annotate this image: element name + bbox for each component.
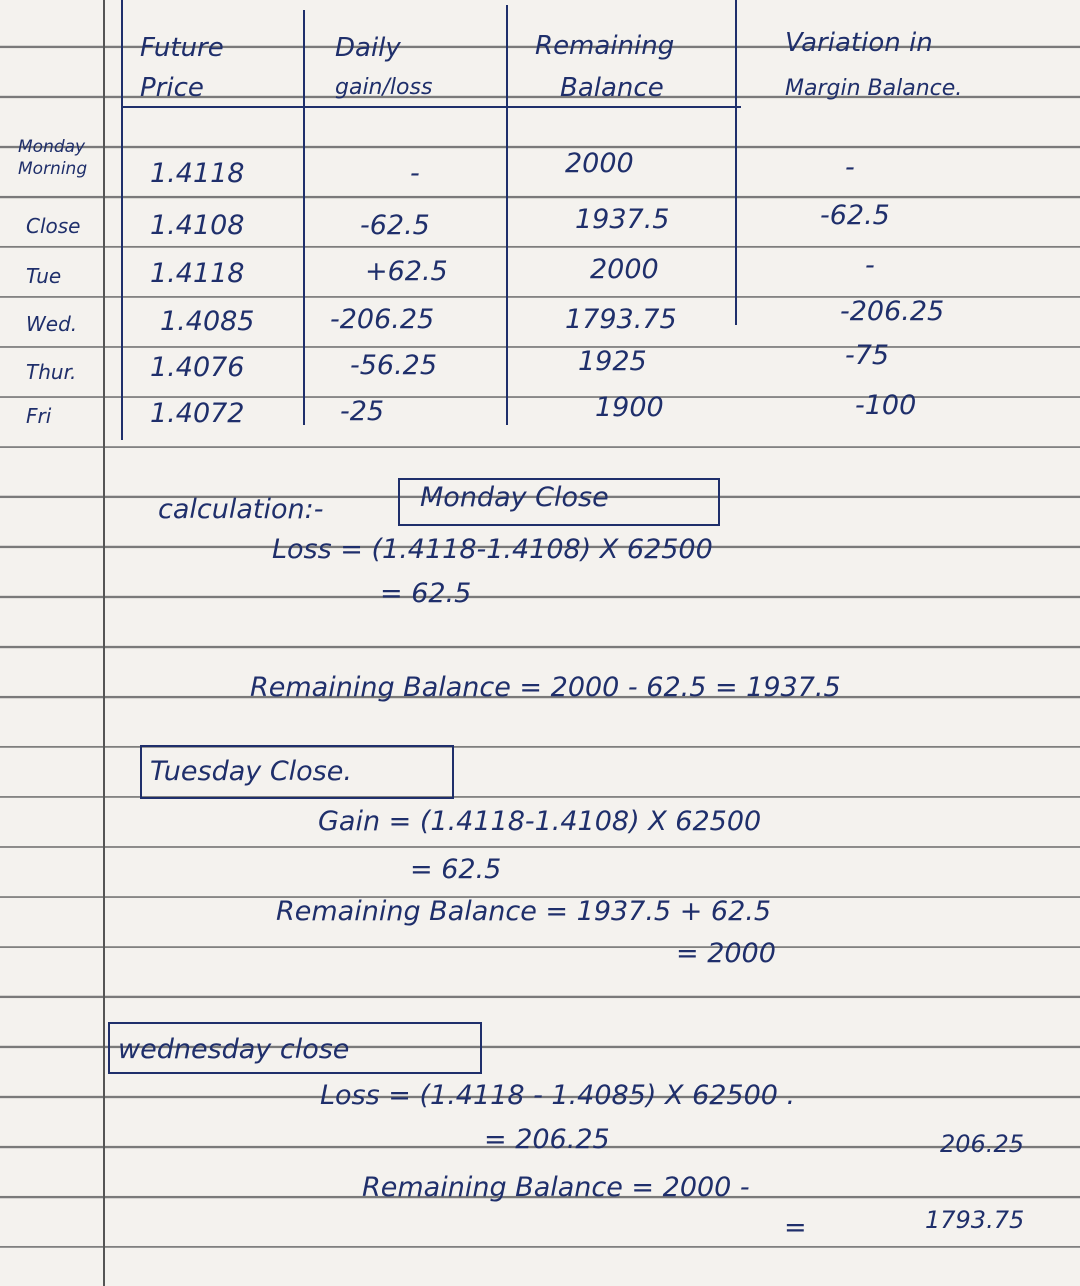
monday-remaining-balance: Remaining Balance = 2000 - 62.5 = 1937.5 (250, 672, 841, 703)
tuesday-gain-line: Gain = (1.4118-1.4108) X 62500 (318, 806, 762, 837)
wednesday-side-value: 206.25 (940, 1130, 1024, 1158)
balance-cell: 1793.75 (565, 304, 677, 335)
header-variation-margin: Variation in Margin Balance. (785, 28, 963, 101)
gain-cell: -56.25 (350, 350, 438, 381)
monday-heading: Monday Close (420, 482, 609, 513)
table-border-left (121, 0, 123, 440)
balance-cell: 2000 (590, 254, 659, 285)
gain-cell: +62.5 (365, 256, 448, 287)
wednesday-balance-equals: = (784, 1212, 807, 1243)
tuesday-gain-result: = 62.5 (410, 854, 502, 885)
balance-cell: 1937.5 (575, 204, 670, 235)
price-cell: 1.4072 (150, 398, 245, 429)
gain-cell: -25 (340, 396, 385, 427)
row-label-wed: Wed. (26, 312, 78, 336)
row-label-thur: Thur. (26, 360, 77, 384)
monday-loss-line: Loss = (1.4118-1.4108) X 62500 (272, 534, 713, 565)
tuesday-heading: Tuesday Close. (150, 756, 352, 787)
wednesday-loss-line: Loss = (1.4118 - 1.4085) X 62500 . (320, 1080, 796, 1111)
wednesday-heading: wednesday close (118, 1034, 350, 1065)
header-future-price: Future Price (140, 33, 224, 103)
variation-cell: - (865, 250, 875, 281)
balance-cell: 1900 (595, 392, 664, 423)
margin-line (103, 0, 105, 1286)
header-daily-gain-loss: Daily gain/loss (335, 33, 433, 100)
tuesday-remaining-balance: Remaining Balance = 1937.5 + 62.5 (276, 896, 772, 927)
variation-cell: -62.5 (820, 200, 890, 231)
wednesday-remaining-balance: Remaining Balance = 2000 - (362, 1172, 750, 1203)
monday-loss-result: = 62.5 (380, 578, 472, 609)
variation-cell: -100 (855, 390, 917, 421)
price-cell: 1.4108 (150, 210, 245, 241)
price-cell: 1.4118 (150, 258, 245, 289)
price-cell: 1.4085 (160, 306, 255, 337)
row-label-monday: Monday Morning (18, 137, 88, 179)
tuesday-balance-result: = 2000 (676, 938, 776, 969)
table-divider-2 (506, 5, 508, 425)
table-divider-3 (735, 0, 737, 325)
balance-cell: 2000 (565, 148, 634, 179)
header-remaining-balance: Remaining Balance (535, 31, 675, 103)
variation-cell: -75 (845, 340, 890, 371)
variation-cell: -206.25 (840, 296, 945, 327)
gain-cell: - (410, 158, 420, 189)
gain-cell: -62.5 (360, 210, 430, 241)
price-cell: 1.4076 (150, 352, 245, 383)
calculation-intro: calculation:- (158, 494, 324, 525)
row-label-fri: Fri (26, 404, 52, 428)
balance-cell: 1925 (578, 346, 647, 377)
wednesday-loss-result: = 206.25 (484, 1124, 610, 1155)
row-label-close: Close (26, 214, 81, 238)
table-divider-1 (303, 10, 305, 425)
wednesday-final-value: 1793.75 (925, 1206, 1025, 1234)
gain-cell: -206.25 (330, 304, 435, 335)
row-label-tue: Tue (26, 264, 62, 288)
price-cell: 1.4118 (150, 158, 245, 189)
variation-cell: - (845, 152, 855, 183)
